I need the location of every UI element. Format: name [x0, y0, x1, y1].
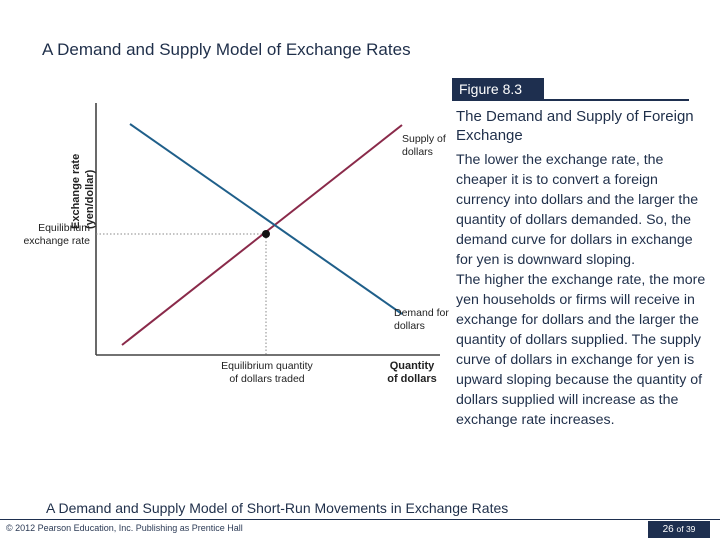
figure-rule	[452, 99, 689, 101]
page-current: 26	[662, 524, 674, 535]
description-paragraph: The higher the exchange rate, the more yen households or firms will receive in exchange for dollars and the larger the quantity of dollars supplied. The supply curve of dollars in exchange for yen is upward sloping because the quantity of dollars supplied will increase as the exchange rate increases.	[456, 272, 706, 428]
page-number-badge	[648, 521, 710, 538]
page-total: of 39	[676, 524, 696, 534]
equilibrium-quantity-label-2: of dollars traded	[229, 373, 305, 385]
description-paragraph: The lower the exchange rate, the cheaper it is to convert a foreign currency into dollars and the larger the quantity of dollars demanded. So, the demand curve for dollars in exchange for yen is downward sloping.	[456, 152, 699, 268]
demand-label-2: dollars	[394, 320, 425, 332]
supply-curve	[122, 125, 402, 345]
figure-tab: Figure 8.3	[452, 78, 544, 100]
supply-label-2: dollars	[402, 146, 433, 158]
y-axis-label: Exchange rate	[70, 153, 82, 229]
slide-title: A Demand and Supply Model of Exchange Rates	[42, 40, 411, 59]
slide-caption: A Demand and Supply Model of Short-Run Movements in Exchange Rates	[46, 500, 509, 516]
demand-curve	[130, 124, 402, 314]
footer-divider	[0, 519, 720, 520]
x-axis-label-2: of dollars	[387, 373, 437, 385]
equilibrium-rate-label: Equilibrium	[38, 222, 90, 234]
supply-label: Supply of	[402, 133, 446, 145]
figure-description	[456, 150, 708, 430]
y-axis-label-units: (yen/dollar)	[84, 169, 96, 229]
figure-heading: The Demand and Supply of Foreign Exchange	[456, 108, 694, 144]
x-axis-label: Quantity	[389, 360, 435, 372]
equilibrium-rate-label-2: exchange rate	[23, 235, 90, 247]
equilibrium-quantity-label: Equilibrium quantity	[221, 360, 313, 372]
equilibrium-point	[262, 230, 270, 238]
demand-label: Demand for	[394, 307, 449, 319]
copyright-notice: © 2012 Pearson Education, Inc. Publishing as Prentice Hall	[6, 523, 243, 533]
